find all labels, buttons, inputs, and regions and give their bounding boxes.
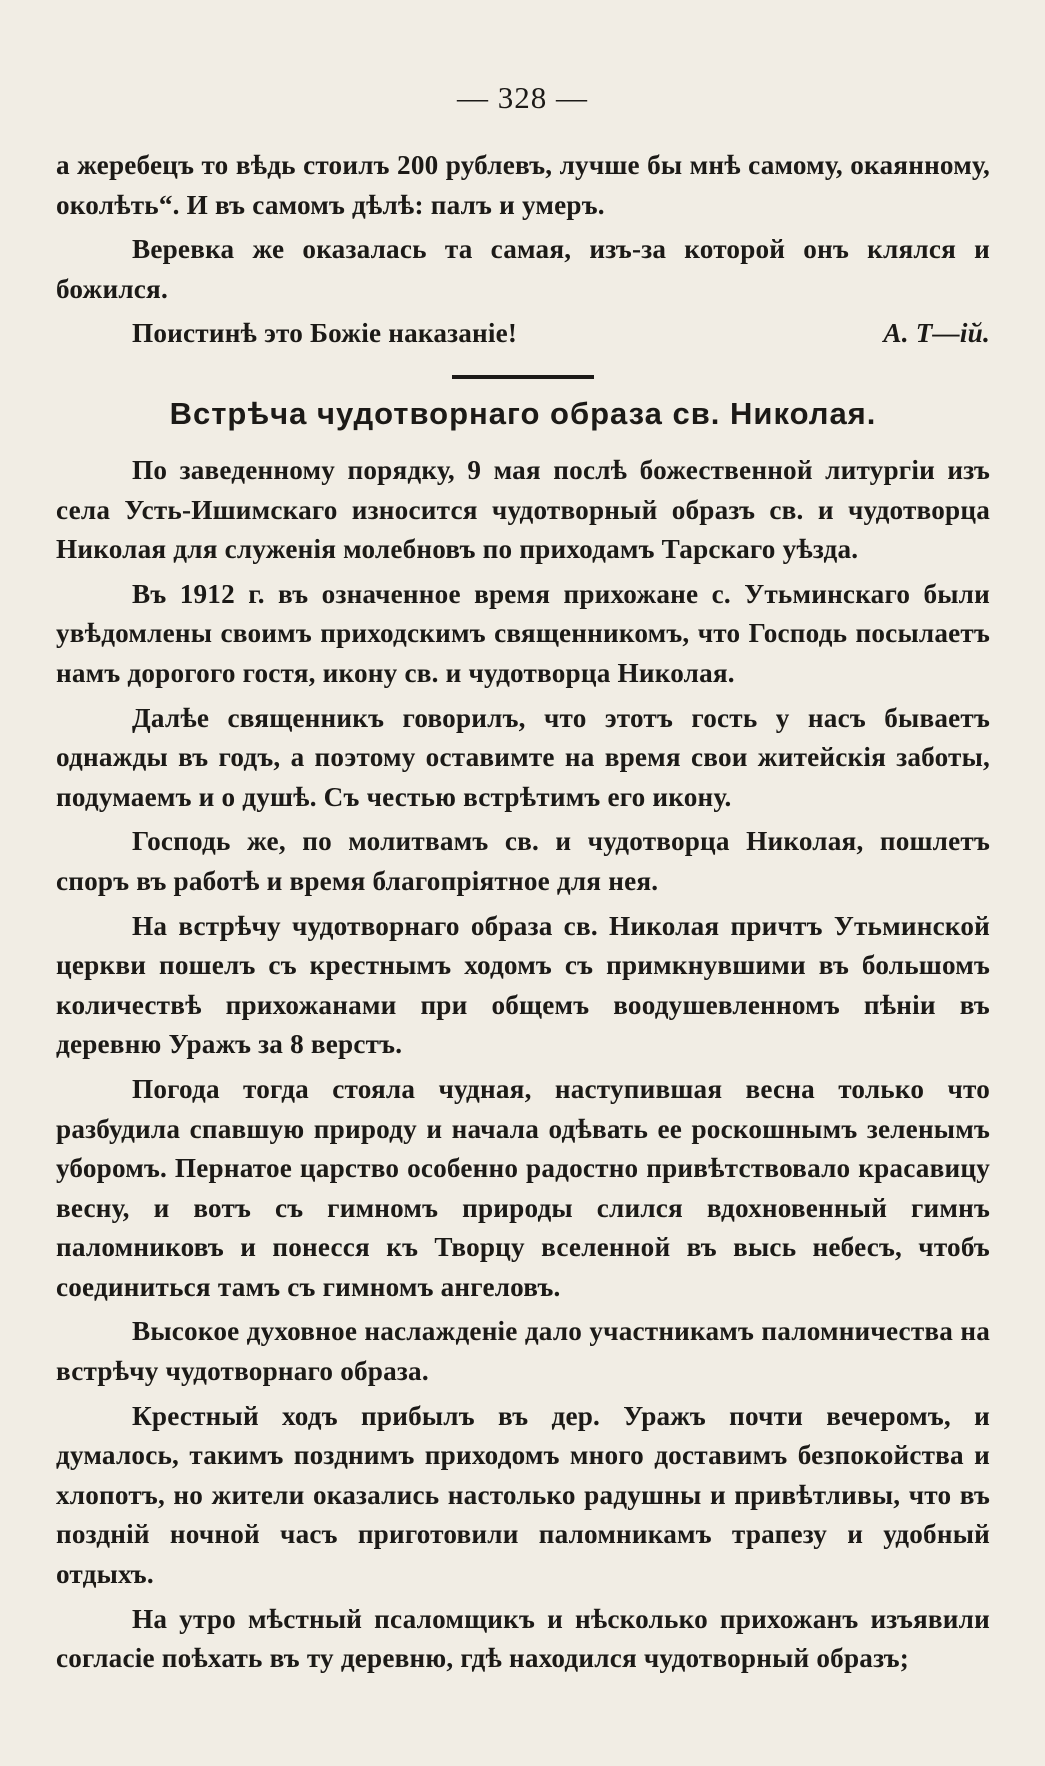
previous-article-ending (56, 146, 990, 359)
page-number: — 328 — (457, 80, 588, 115)
article-paragraph: Крестный ходъ прибылъ въ дер. Уражъ почти вечеромъ, и думалось, такимъ позднимъ приходомъ много доставимъ безпокойства и хлопотъ, но жители оказались настолько радушны и привѣтливы, что въ поздній ночной часъ приготовили паломникамъ трапезу и удобный отдыхъ. (56, 1400, 990, 1590)
article-paragraph: Господь же, по молитвамъ св. и чудотворца Николая, пошлетъ споръ въ работѣ и время благопріятное для нея. (56, 826, 990, 896)
author-signature: А. Т—ій. (883, 318, 990, 349)
paragraph: Веревка же оказалась та самая, изъ-за которой онъ клялся и божился. (56, 234, 990, 304)
closing-line (56, 314, 990, 354)
closing-sentence: Поистинѣ это Божіе наказаніе! (132, 318, 518, 349)
article-body (56, 451, 990, 1684)
article-paragraph: Далѣе священникъ говорилъ, что этотъ гость у насъ бываетъ однажды въ годъ, а поэтому оставимте на время свои житейскія заботы, подумаемъ и о душѣ. Съ честью встрѣтимъ его икону. (56, 702, 990, 812)
paragraph-continuation: а жеребецъ то вѣдь стоилъ 200 рублевъ, лучше бы мнѣ самому, окаянному, околѣть“. И въ самомъ дѣлѣ: палъ и умеръ. (56, 150, 990, 220)
article-title: Встрѣча чудотворнаго образа св. Николая. (169, 396, 877, 431)
article-paragraph: Погода тогда стояла чудная, наступившая весна только что разбудила спавшую природу и начала одѣвать ее роскошнымъ зеленымъ уборомъ. Пернатое царство особенно радостно привѣтствовало красавицу весну, и вотъ съ гимномъ природы слился вдохновенный гимнъ паломниковъ и понесся къ Творцу вселенной въ высь небесъ, чтобъ соединиться тамъ съ гимномъ ангеловъ. (56, 1073, 990, 1302)
article-paragraph: Высокое духовное наслажденіе дало участникамъ паломничества на встрѣчу чудотворнаго образа. (56, 1316, 990, 1387)
section-divider (452, 375, 594, 379)
article-paragraph: На утро мѣстный псаломщикъ и нѣсколько прихожанъ изъявили согласіе поѣхать въ ту деревню, гдѣ находился чудотворный образъ; (56, 1603, 990, 1674)
article-paragraph: На встрѣчу чудотворнаго образа св. Николая причтъ Утьминской церкви пошелъ съ крестнымъ ходомъ съ примкнувшими въ большомъ количествѣ прихожанами при общемъ воодушевленномъ пѣніи въ деревню Уражъ за 8 верстъ. (56, 910, 990, 1060)
article-paragraph: Въ 1912 г. въ означенное время прихожане с. Утьминскаго были увѣдомлены своимъ приходскимъ священникомъ, что Господь посылаетъ намъ дорогого гостя, икону св. и чудотворца Николая. (56, 578, 990, 688)
article-paragraph: По заведенному порядку, 9 мая послѣ божественной литургіи изъ села Усть-Ишимскаго износится чудотворный образъ св. и чудотворца Николая для служенія молебновъ по приходамъ Тарскаго уѣзда. (56, 455, 990, 565)
